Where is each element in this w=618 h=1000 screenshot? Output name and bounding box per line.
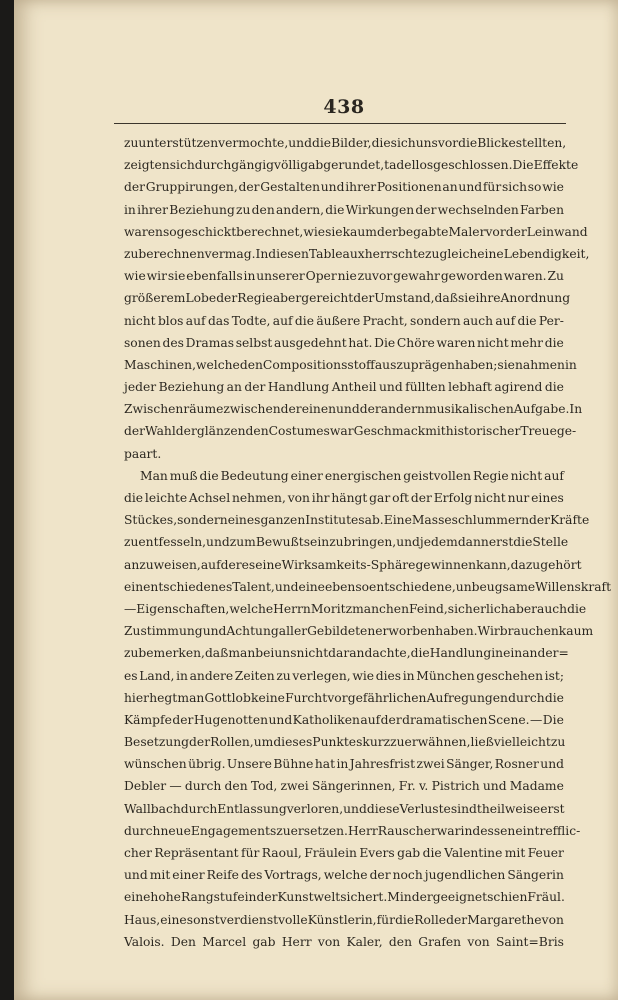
text-line: zu berechnen vermag. In diesen Tableaux herrschte zugleich eine Lebendigkeit, [124, 246, 590, 261]
text-line: die leichte Achsel nehmen, von ihr hängt gar oft der Erfolg nicht nur eines [124, 491, 564, 505]
book-page [14, 0, 618, 1000]
text-line: zeigten sich durchgängig völlig abgerundet, tadellos geschlossen. Die Effekte [124, 158, 579, 173]
text-line: Man muß die Bedeutung einer energischen geistvollen Regie nicht auf [140, 468, 564, 483]
text-line: Maschinen, welche den Compositionsstoff auszuprägen haben; sie nahmen in [124, 357, 577, 372]
text-line: Stückes, sondern eines ganzen Institutes ab. Eine Masse schlummernder Kräfte [124, 513, 590, 528]
text-line: Haus, eine sonst verdienstvolle Künstlerin, für die Rolle der Margarethe von [124, 912, 564, 927]
text-line: wie wir sie ebenfalls in unserer Oper nie zuvor gewahr geworden waren. Zu [124, 269, 564, 284]
header-rule [114, 123, 566, 124]
text-line: Zwischenräume zwischen der einen und der andern musikalischen Aufgabe. In [124, 402, 583, 417]
text-line: Zustimmung und Achtung aller Gebildeten erworben haben. Wir brauchen kaum [124, 624, 594, 639]
text-line: zu entfesseln, und zum Bewußtsein zu bringen, und jedem dann erst die Stelle [124, 535, 569, 550]
text-line: anzuweisen, auf der es eine Wirksamkeits-Sphäre gewinnen kann, dazu gehört [124, 557, 582, 572]
page-number: 438 [323, 96, 365, 118]
text-line: ein entschiedenes Talent, und eine eben so entschiedene, unbeugsame Willenskraft [124, 579, 612, 594]
body-text [124, 132, 612, 953]
text-line: cher Repräsentant für Raoul, Fräulein Evers gab die Valentine mit Feuer [124, 846, 564, 860]
text-line: größerem Lobe der Regie aber gereicht der Umstand, daß sie ihre Anordnung [124, 291, 571, 306]
text-line: Debler — durch den Tod, zwei Sängerinnen, Fr. v. Pistrich und Madame [124, 779, 564, 794]
text-line: Wallbach durch Entlassung verloren, und diese Verluste sind theilweise erst [124, 801, 565, 816]
text-line: sonen des Dramas selbst ausgedehnt hat. Die Chöre waren nicht mehr die [124, 335, 564, 350]
text-line: der Wahl der glänzenden Costumes war Geschmack mit historischer Treue ge- [124, 424, 577, 439]
text-line: nicht blos auf das Todte, auf die äußere Pracht, sondern auch auf die Per- [124, 313, 564, 328]
text-line: paart. [124, 446, 162, 461]
text-line: — Eigenschaften, welche Herrn Moritz manchen Feind, sicherlich aber auch die [124, 601, 587, 616]
text-line: und mit einer Reife des Vortrags, welche der noch jugendlichen Sängerin [124, 868, 564, 883]
text-line: zu unterstützen vermochte, und die Bilder, die sich uns vor die Blicke stellten, [124, 136, 567, 150]
text-line: es Land, in andere Zeiten zu verlegen, wie dies in München geschehen ist; [124, 668, 564, 683]
text-line: durch neue Engagements zu ersetzen. Herr Rauscher war indessen ein trefflic- [124, 823, 581, 838]
text-line: Valois. Den Marcel gab Herr von Kaler, den Grafen von Saint=Bris [124, 934, 564, 949]
text-line: hier hegt man Gottlob keine Furcht vor gefährlichen Aufregungen durch die [124, 690, 564, 705]
text-line: Besetzung der Rollen, um dieses Punktes kurz zu erwähnen, ließ vielleicht zu [124, 735, 566, 750]
text-line: zu bemerken, daß man bei uns nicht daran dachte, die Handlung in ein ander= [124, 646, 569, 661]
text-line: wünschen übrig. Unsere Bühne hat in Jahresfrist zwei Sänger, Rosner und [124, 757, 564, 772]
text-line: jeder Beziehung an der Handlung Antheil und füllten lebhaft agirend die [124, 380, 564, 395]
text-line: Kämpfe der Hugenotten und Katholiken auf der dramatischen Scene. — Die [124, 712, 564, 727]
text-line: eine hohe Rangstufe in der Kunstwelt sichert. Minder geeignet schien Fräul. [124, 890, 565, 905]
text-line: waren so geschickt berechnet, wie sie kaum der begabte Maler vor der Leinwand [124, 224, 588, 239]
text-line: der Gruppirungen, der Gestalten und ihrer Positionen an und für sich so wie [124, 180, 564, 195]
text-line: in ihrer Beziehung zu den andern, die Wirkungen der wechselnden Farben [124, 202, 564, 217]
